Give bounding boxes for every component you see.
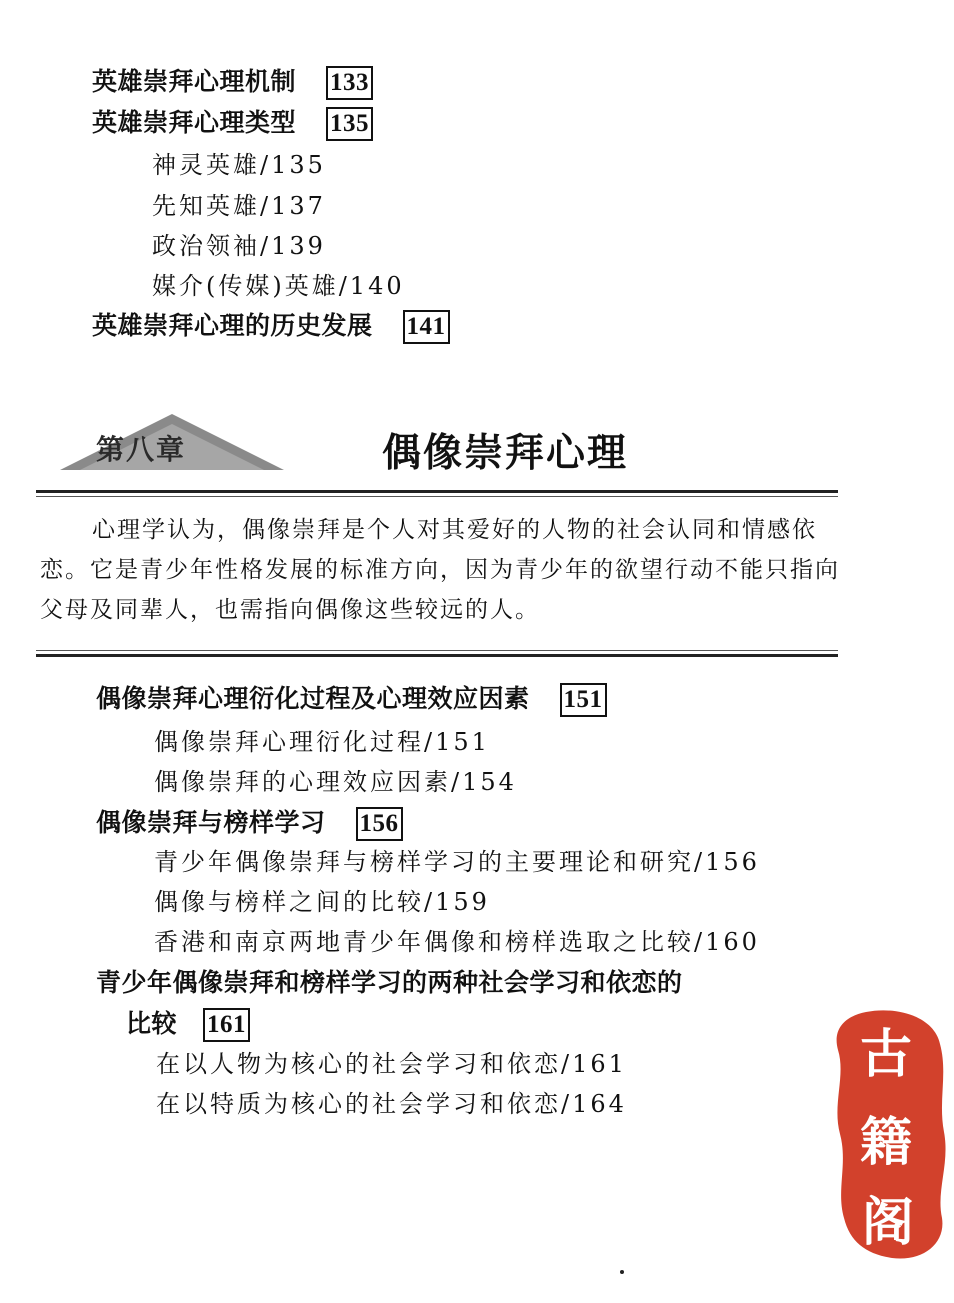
watermark-char: 古: [860, 1024, 913, 1085]
toc-heading-mechanism: [92, 62, 373, 100]
watermark-char: 阁: [862, 1192, 915, 1253]
toc-heading-history: [92, 306, 450, 344]
divider-bottom: [36, 650, 838, 657]
page-number-box: 156: [356, 807, 403, 841]
toc-heading-text: 英雄崇拜心理类型: [92, 108, 297, 137]
chapter-title: 偶像崇拜心理: [382, 431, 629, 476]
page-dot: [620, 1270, 624, 1274]
toc-heading-text: 偶像崇拜心理衍化过程及心理效应因素: [96, 684, 530, 713]
toc-heading-types: [92, 103, 373, 141]
chapter-intro: 心理学认为，偶像崇拜是个人对其爱好的人物的社会认同和情感依恋。它是青少年性格发展的标准方向，因为青少年的欲望行动不能只指向父母及同辈人，也需指向偶像这些较远的人。: [40, 517, 840, 623]
toc-heading-text: 英雄崇拜心理的历史发展: [92, 311, 373, 340]
divider-top: [36, 490, 838, 497]
toc-subitem: 偶像崇拜心理衍化过程/151: [154, 728, 490, 756]
toc-subitem: 媒介(传媒)英雄/140: [152, 272, 405, 300]
toc-subitem: 青少年偶像崇拜与榜样学习的主要理论和研究/156: [154, 848, 760, 876]
toc-subitem: 政治领袖/139: [152, 232, 326, 260]
toc-subitem: 偶像崇拜的心理效应因素/154: [154, 768, 517, 796]
page-number-box: 133: [326, 66, 373, 100]
toc-section-evolution: [96, 679, 607, 717]
toc-heading-text: 偶像崇拜与榜样学习: [96, 808, 326, 837]
toc-heading-text: 英雄崇拜心理机制: [92, 67, 297, 96]
toc-section-comparison: 青少年偶像崇拜和榜样学习的两种社会学习和依恋的: [96, 968, 683, 997]
toc-subitem: 偶像与榜样之间的比较/159: [154, 888, 490, 916]
chapter-label: 第八章: [96, 433, 187, 466]
toc-subitem: 神灵英雄/135: [152, 151, 326, 179]
page-number-box: 135: [326, 107, 373, 141]
toc-subitem: 在以人物为核心的社会学习和依恋/161: [156, 1050, 627, 1078]
toc-subitem: 在以特质为核心的社会学习和依恋/164: [156, 1090, 627, 1118]
toc-heading-text: 比较: [126, 1009, 178, 1038]
toc-subitem: 先知英雄/137: [152, 192, 326, 220]
watermark-latin: Salon Castle: [775, 1130, 812, 1303]
toc-subitem: 香港和南京两地青少年偶像和榜样选取之比较/160: [154, 928, 760, 956]
page-number-box: 161: [203, 1008, 250, 1042]
page-number-box: 151: [560, 683, 607, 717]
page-number-box: 141: [403, 310, 450, 344]
toc-section-comparison-cont: [126, 1004, 250, 1042]
toc-section-role-model: [96, 803, 403, 841]
watermark-char: 籍: [860, 1112, 913, 1173]
